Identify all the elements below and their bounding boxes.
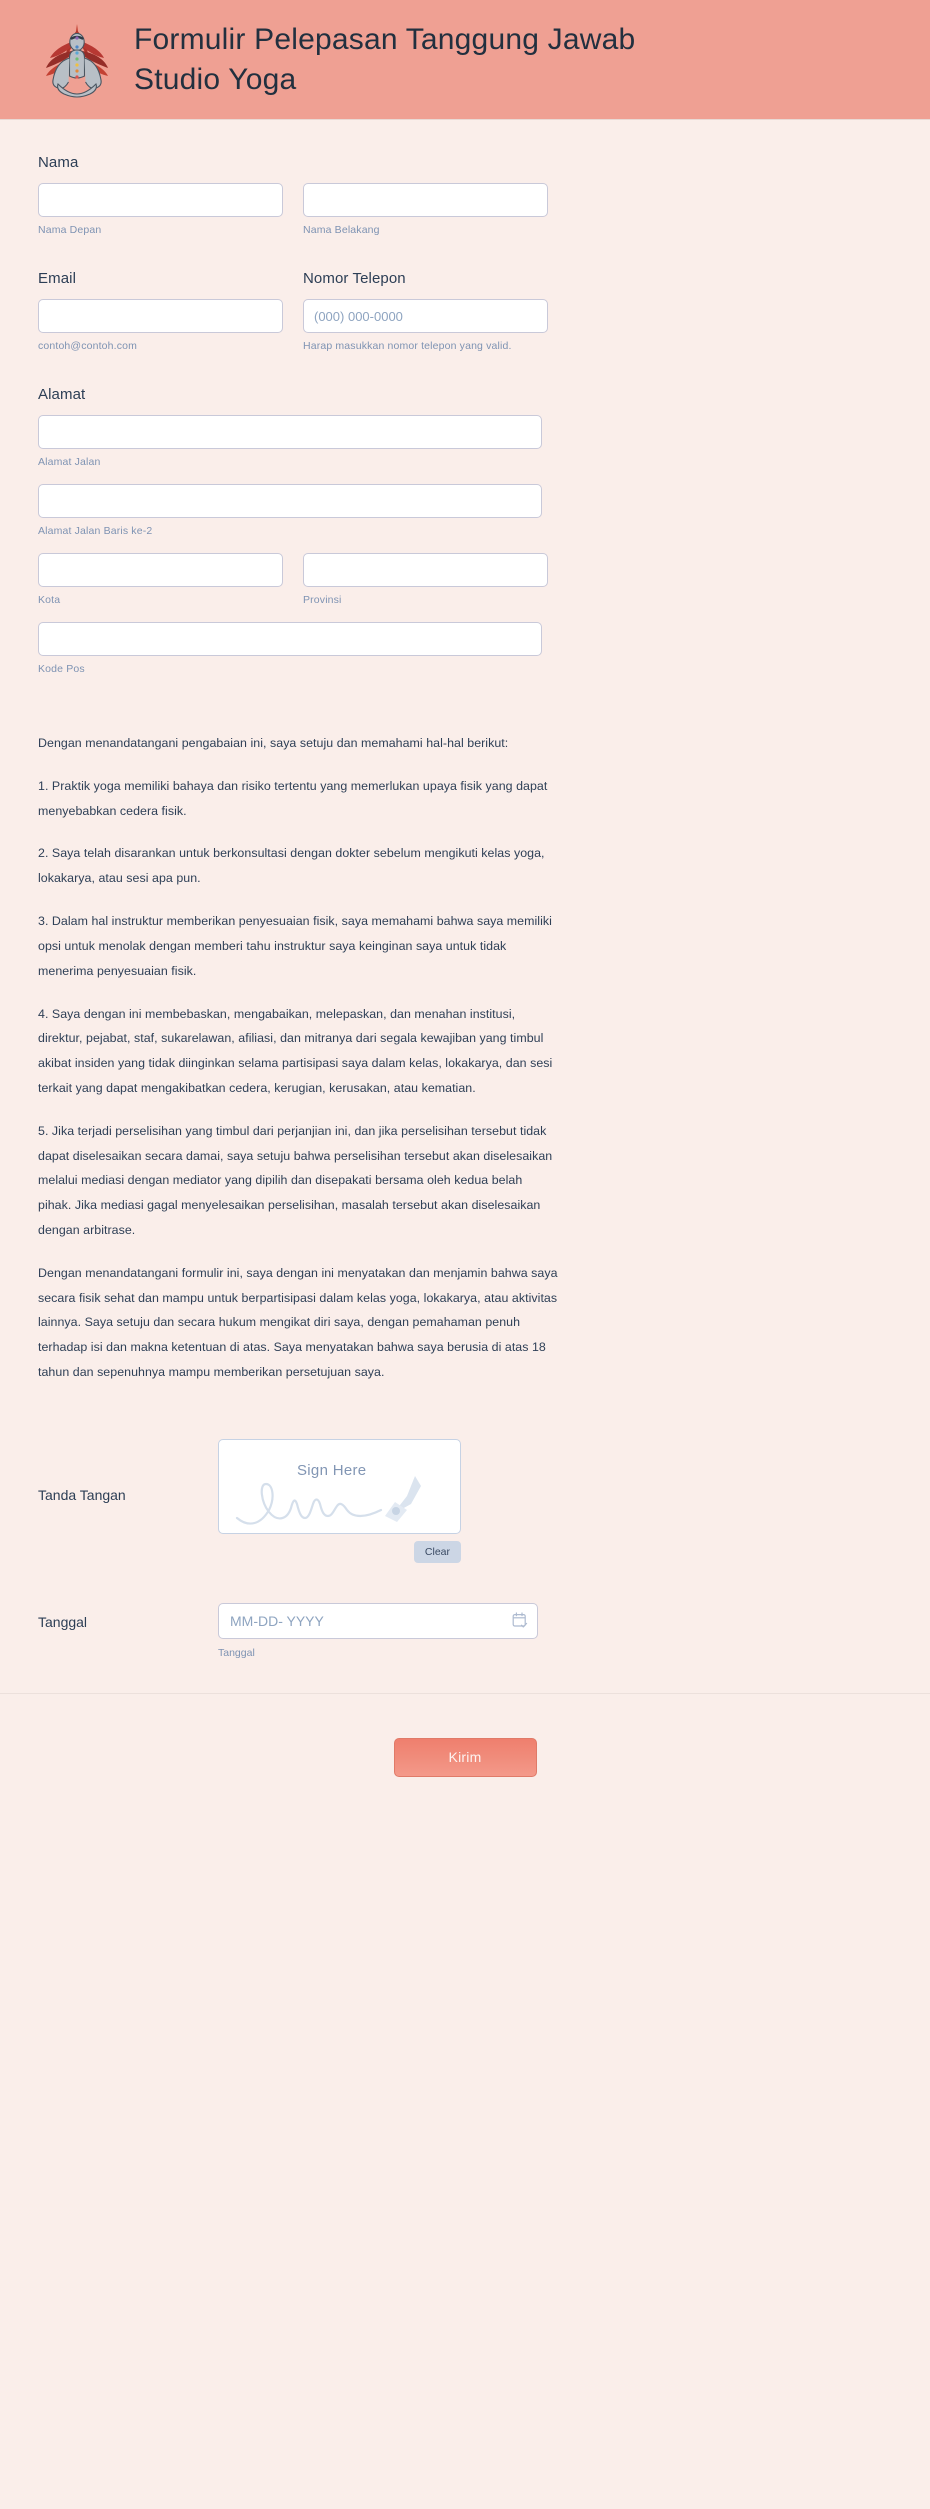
- field-nama: [38, 154, 892, 236]
- nama-belakang-input[interactable]: [303, 183, 548, 217]
- form-header: [0, 0, 930, 120]
- nama-depan-sublabel: Nama Depan: [38, 224, 102, 236]
- yoga-meditation-lotus-logo-icon: [38, 18, 116, 102]
- telepon-sublabel: Harap masukkan nomor telepon yang valid.: [303, 340, 512, 352]
- alamat-jalan-2-group: [38, 484, 542, 537]
- tanda-tangan-label: Tanda Tangan: [38, 1486, 126, 1503]
- nama-belakang-group: [303, 183, 548, 236]
- provinsi-sublabel: Provinsi: [303, 594, 342, 606]
- legal-closing: Dengan menandatangani formulir ini, saya dengan ini menyatakan dan menjamin bahwa saya secara fisik sehat dan mampu untuk berpartisipasi dalam kelas yoga, lokakarya, atau aktivitas lainnya. Saya setuju dan secara hukum mengikat diri saya, dengan pemahaman penuh terhadap isi dan makna ketentuan di atas. Saya menyatakan bahwa saya berusia di atas 18 tahun dan sepenuhnya mampu memberikan persetujuan saya.: [38, 1265, 558, 1380]
- legal-intro: Dengan menandatangani pengabaian ini, saya setuju dan memahami hal-hal berikut:: [38, 736, 509, 750]
- tanggal-label: Tanggal: [38, 1613, 88, 1630]
- signature-pad[interactable]: [218, 1439, 461, 1534]
- legal-item-5: 5. Jika terjadi perselisihan yang timbul dari perjanjian ini, dan jika perselisihan tersebut tidak dapat diselesaikan secara damai, saya setuju bahwa perselisihan tersebut akan diselesaikan melalui mediasi dengan mediator yang dipilih dan disepakati bersama oleh kedua belah pihak. Jika mediasi gagal menyelesaikan perselisihan, masalah tersebut akan diselesaikan dengan arbitrase.: [38, 1123, 553, 1237]
- waiver-legal-text: [0, 699, 596, 1385]
- telepon-group: [303, 270, 548, 352]
- pen-nib-icon: [385, 1476, 421, 1522]
- signature-scribble-icon: [235, 1474, 447, 1532]
- alamat-label: Alamat: [38, 386, 86, 403]
- field-alamat: [38, 386, 892, 675]
- provinsi-group: [303, 553, 548, 606]
- telepon-input[interactable]: [303, 299, 548, 333]
- kota-input[interactable]: [38, 553, 283, 587]
- field-tanggal: [0, 1563, 930, 1659]
- email-sublabel: contoh@contoh.com: [38, 340, 138, 352]
- field-email-telepon: [38, 270, 892, 352]
- email-group: [38, 270, 283, 352]
- kota-group: [38, 553, 283, 606]
- legal-item-3: 3. Dalam hal instruktur memberikan penyesuaian fisik, saya memahami bahwa saya memiliki opsi untuk menolak dengan memberi tahu instruktur saya keinginan saya untuk tidak menerima penyesuaian fisik.: [38, 914, 552, 978]
- telepon-label: Nomor Telepon: [303, 270, 406, 287]
- legal-item-2: 2. Saya telah disarankan untuk berkonsultasi dengan dokter sebelum mengikuti kelas yoga, lokakarya, atau sesi apa pun.: [38, 846, 545, 886]
- kode-pos-input[interactable]: [38, 622, 542, 656]
- field-tanda-tangan: [0, 1403, 930, 1563]
- form-body: [0, 120, 930, 675]
- alamat-jalan-2-sublabel: Alamat Jalan Baris ke-2: [38, 525, 153, 537]
- legal-item-4: 4. Saya dengan ini membebaskan, mengabaikan, melepaskan, dan menahan institusi, direktur, pejabat, staf, sukarelawan, afiliasi, dan mitranya dari segala kewajiban yang timbul akibat insiden yang tidak diinginkan selama partisipasi saya dalam kelas, lokakarya, dan sesi terkait yang dapat mengakibatkan cedera, kerugian, kerusakan, atau kematian.: [38, 1006, 553, 1095]
- alamat-jalan-group: [38, 415, 542, 468]
- kirim-submit-button[interactable]: Kirim: [394, 1738, 537, 1777]
- sign-here-hint: Sign Here: [297, 1461, 367, 1479]
- email-input[interactable]: [38, 299, 283, 333]
- clear-signature-button[interactable]: Clear: [414, 1541, 461, 1563]
- nama-belakang-sublabel: Nama Belakang: [303, 224, 380, 236]
- provinsi-input[interactable]: [303, 553, 548, 587]
- alamat-jalan-2-input[interactable]: [38, 484, 542, 518]
- tanggal-input[interactable]: [218, 1603, 538, 1639]
- kode-pos-sublabel: Kode Pos: [38, 663, 85, 675]
- email-label: Email: [38, 270, 77, 287]
- kota-sublabel: Kota: [38, 594, 61, 606]
- alamat-jalan-input[interactable]: [38, 415, 542, 449]
- legal-item-1: 1. Praktik yoga memiliki bahaya dan risiko tertentu yang memerlukan upaya fisik yang dapat menyebabkan cedera fisik.: [38, 778, 548, 818]
- alamat-jalan-sublabel: Alamat Jalan: [38, 456, 101, 468]
- tanggal-sublabel: Tanggal: [218, 1646, 255, 1659]
- submit-area: [0, 1694, 930, 1777]
- kode-pos-group: [38, 622, 542, 675]
- nama-depan-input[interactable]: [38, 183, 283, 217]
- nama-depan-group: [38, 183, 283, 236]
- page-title: Formulir Pelepasan Tanggung Jawab Studio Yoga: [134, 22, 636, 96]
- nama-label: Nama: [38, 154, 79, 171]
